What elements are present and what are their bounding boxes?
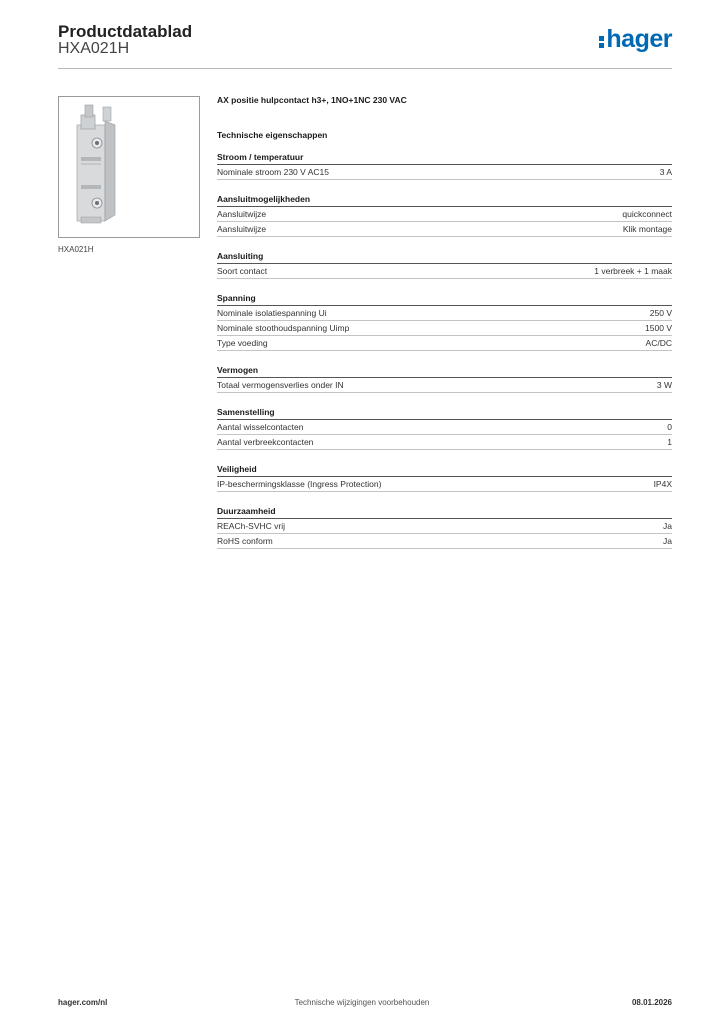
- spec-label: Totaal vermogensverlies onder IN: [217, 380, 344, 390]
- section-heading: Spanning: [217, 291, 672, 306]
- spec-value: quickconnect: [622, 209, 672, 219]
- spec-row: [217, 519, 672, 534]
- spec-row: [217, 534, 672, 549]
- spec-value: 1: [667, 437, 672, 447]
- document-title: Productdatablad: [58, 22, 193, 41]
- spec-value: Klik montage: [622, 224, 672, 234]
- spec-row: [217, 477, 672, 492]
- header-divider: [58, 68, 672, 69]
- spec-row: [217, 336, 672, 351]
- spec-row: [217, 264, 672, 279]
- section-heading: Aansluiting: [217, 249, 672, 264]
- logo-mark-icon: [599, 34, 604, 48]
- spec-label: REACh-SVHC vrij: [217, 521, 286, 531]
- hager-logo: [599, 27, 672, 52]
- footer-disclaimer: Technische wijzigingen voorbehouden: [294, 998, 430, 1007]
- spec-label: Nominale stroom 230 V AC15: [217, 167, 329, 177]
- spec-label: Aansluitwijze: [217, 224, 267, 234]
- footer-website-link[interactable]: hager.com/nl: [58, 998, 108, 1007]
- spec-value: 1500 V: [645, 323, 672, 333]
- spec-value: 0: [667, 422, 672, 432]
- spec-value: IP4X: [653, 479, 672, 489]
- tech-heading: Technische eigenschappen: [217, 130, 328, 140]
- spec-row: [217, 306, 672, 321]
- spec-label: IP-beschermingsklasse (Ingress Protection): [217, 479, 382, 489]
- spec-row: [217, 435, 672, 450]
- spec-value: 3 A: [659, 167, 672, 177]
- section-heading: Aansluitmogelijkheden: [217, 192, 672, 207]
- auxiliary-contact-module-image: [59, 97, 199, 237]
- spec-label: Type voeding: [217, 338, 268, 348]
- image-caption: HXA021H: [58, 245, 94, 254]
- spec-label: Aantal verbreekcontacten: [217, 437, 314, 447]
- spec-value: 1 verbreek + 1 maak: [594, 266, 672, 276]
- product-image: [58, 96, 200, 238]
- footer-date: 08.01.2026: [631, 998, 672, 1007]
- section-heading: Veiligheid: [217, 462, 672, 477]
- spec-label: Nominale stoothoudspanning Uimp: [217, 323, 350, 333]
- spec-row: [217, 420, 672, 435]
- section-heading: Duurzaamheid: [217, 504, 672, 519]
- spec-label: Nominale isolatiespanning Ui: [217, 308, 327, 318]
- section-heading: Vermogen: [217, 363, 672, 378]
- product-title: AX positie hulpcontact h3+, 1NO+1NC 230 VAC: [217, 95, 407, 105]
- spec-row: [217, 321, 672, 336]
- spec-value: 3 W: [656, 380, 672, 390]
- section-heading: Samenstelling: [217, 405, 672, 420]
- section-heading: Stroom / temperatuur: [217, 150, 672, 165]
- spec-label: Soort contact: [217, 266, 268, 276]
- spec-row: [217, 378, 672, 393]
- spec-label: Aantal wisselcontacten: [217, 422, 304, 432]
- spec-label: Aansluitwijze: [217, 209, 267, 219]
- spec-row: [217, 207, 672, 222]
- spec-value: Ja: [663, 536, 672, 546]
- spec-row: [217, 165, 672, 180]
- logo-text: hager: [606, 25, 672, 53]
- spec-value: 250 V: [649, 308, 672, 318]
- spec-value: AC/DC: [645, 338, 672, 348]
- product-code: HXA021H: [58, 40, 130, 57]
- spec-value: Ja: [663, 521, 672, 531]
- spec-label: RoHS conform: [217, 536, 273, 546]
- spec-content: [217, 93, 672, 549]
- spec-row: [217, 222, 672, 237]
